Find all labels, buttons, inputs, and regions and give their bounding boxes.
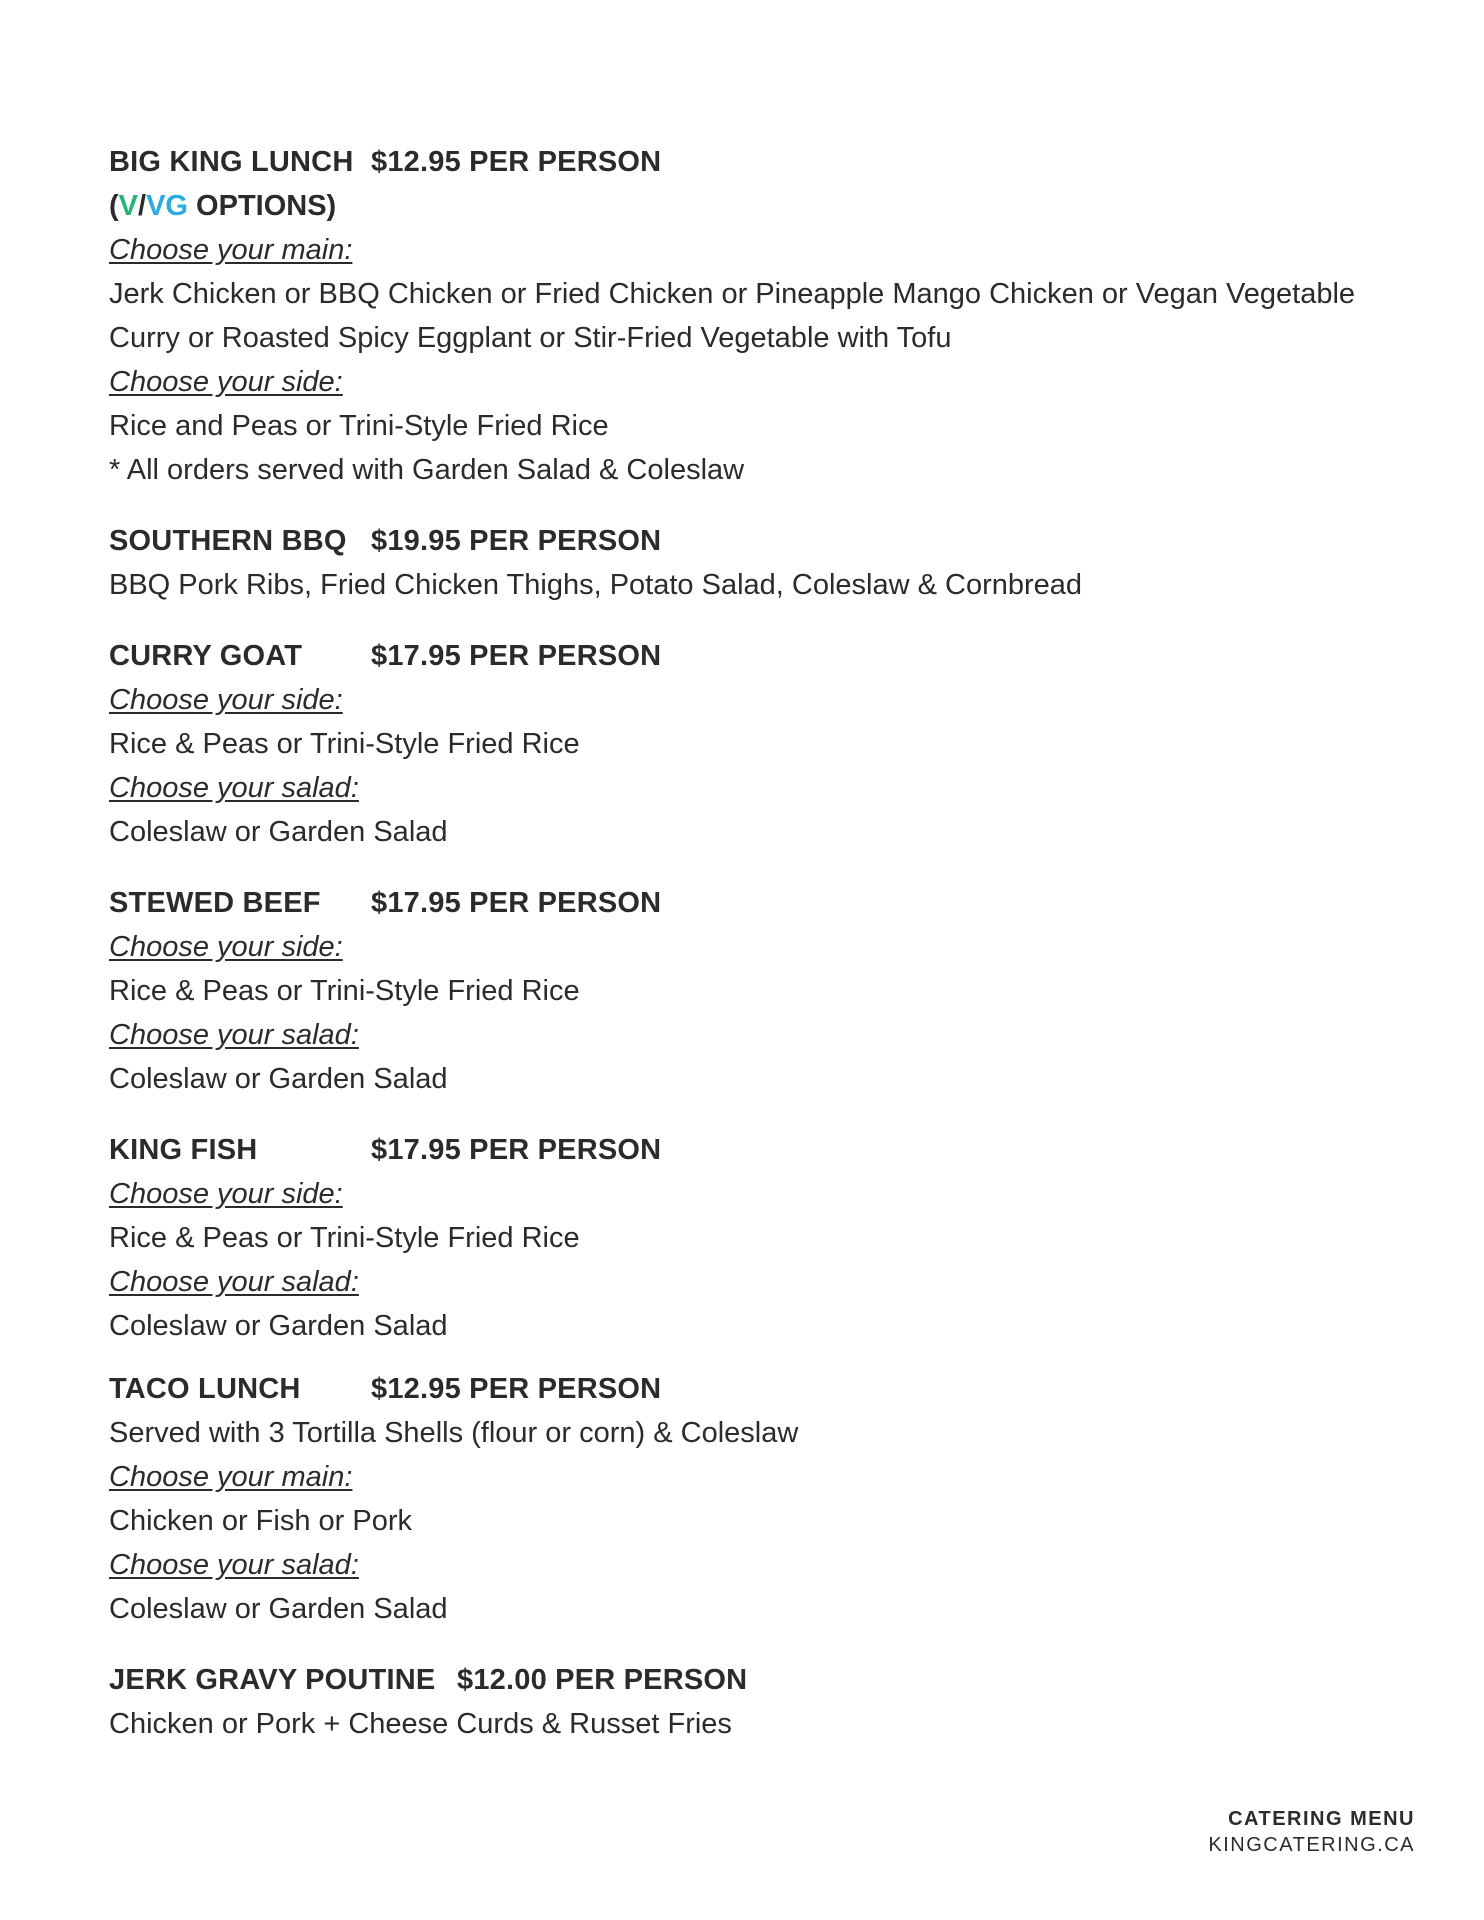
item-name: JERK GRAVY POUTINE [109,1664,436,1696]
taco-lunch-heading [109,1367,1369,1411]
item-name: BIG KING LUNCH [109,146,354,178]
curry-goat-section [109,634,1369,854]
salad-options: Coleslaw or Garden Salad [109,1063,448,1095]
vegan-badge: VG [146,190,188,222]
choose-salad-label: Choose your salad: [109,1019,359,1051]
main-options: Chicken or Fish or Pork [109,1505,412,1537]
footer-title: CATERING MENU [1228,1808,1415,1830]
item-price: $12.95 PER PERSON [371,1373,662,1405]
item-name: KING FISH [109,1134,258,1166]
item-name: SOUTHERN BBQ [109,525,347,557]
item-price: $19.95 PER PERSON [371,525,662,557]
choose-main-label: Choose your main: [109,1461,353,1493]
southern-bbq-heading [109,519,1369,563]
choose-side-label: Choose your side: [109,366,343,398]
curry-goat-heading [109,634,1369,678]
item-price: $17.95 PER PERSON [371,640,662,672]
jerk-gravy-poutine-heading [109,1658,1369,1702]
main-options-line-1: Jerk Chicken or BBQ Chicken or Fried Chicken or Pineapple Mango Chicken or Vegan Vegetable [109,278,1356,310]
big-king-lunch-section [109,140,1369,492]
item-name: TACO LUNCH [109,1373,301,1405]
choose-side-label: Choose your side: [109,684,343,716]
choose-salad-label: Choose your salad: [109,772,359,804]
item-price: $12.00 PER PERSON [457,1664,748,1696]
page-footer [1208,1806,1415,1858]
options-rest: OPTIONS) [187,190,337,222]
southern-bbq-section [109,519,1369,607]
item-description: Served with 3 Tortilla Shells (flour or corn) & Coleslaw [109,1417,799,1449]
side-options: Rice & Peas or Trini-Style Fried Rice [109,975,580,1007]
item-price: $12.95 PER PERSON [371,146,662,178]
item-price: $17.95 PER PERSON [371,1134,662,1166]
salad-options: Coleslaw or Garden Salad [109,1593,448,1625]
side-options: Rice & Peas or Trini-Style Fried Rice [109,1222,580,1254]
item-name: CURRY GOAT [109,640,303,672]
king-fish-heading [109,1128,1369,1172]
served-with-note: * All orders served with Garden Salad & Coleslaw [109,454,745,486]
stewed-beef-heading [109,881,1369,925]
king-fish-section [109,1128,1369,1348]
footer-website: KINGCATERING.CA [1208,1834,1415,1856]
item-description: Chicken or Pork + Cheese Curds & Russet Fries [109,1708,732,1740]
taco-lunch-section [109,1367,1369,1631]
salad-options: Coleslaw or Garden Salad [109,816,448,848]
choose-main-label: Choose your main: [109,234,353,266]
item-price: $17.95 PER PERSON [371,887,662,919]
side-options: Rice and Peas or Trini-Style Fried Rice [109,410,609,442]
salad-options: Coleslaw or Garden Salad [109,1310,448,1342]
catering-menu [109,140,1369,1746]
choose-side-label: Choose your side: [109,1178,343,1210]
big-king-lunch-heading [109,140,1369,184]
side-options: Rice & Peas or Trini-Style Fried Rice [109,728,580,760]
choose-side-label: Choose your side: [109,931,343,963]
choose-salad-label: Choose your salad: [109,1266,359,1298]
jerk-gravy-poutine-section [109,1658,1369,1746]
stewed-beef-section [109,881,1369,1101]
item-description: BBQ Pork Ribs, Fried Chicken Thighs, Potato Salad, Coleslaw & Cornbread [109,569,1083,601]
vegetarian-badge: V [118,190,139,222]
main-options-line-2: Curry or Roasted Spicy Eggplant or Stir-Fried Vegetable with Tofu [109,322,952,354]
choose-salad-label: Choose your salad: [109,1549,359,1581]
diet-options [109,184,1369,228]
options-open: ( [109,190,119,222]
options-slash: / [138,190,147,222]
item-name: STEWED BEEF [109,887,321,919]
